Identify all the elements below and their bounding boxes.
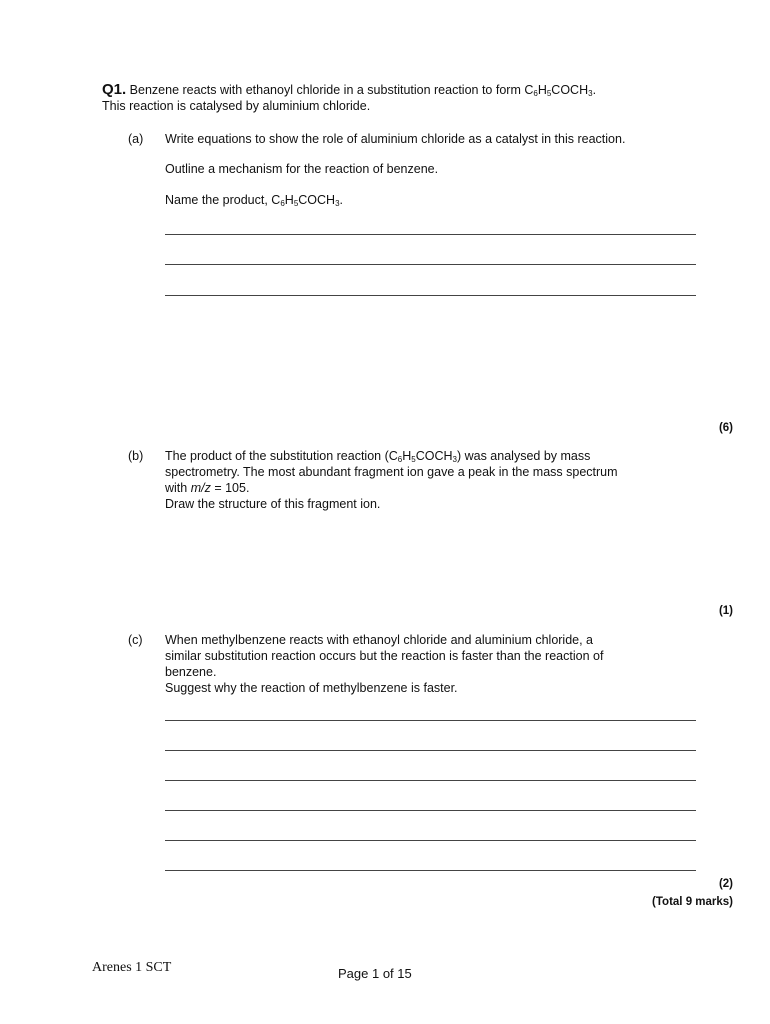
part-a-line2: Outline a mechanism for the reaction of benzene. <box>165 162 439 176</box>
answer-line[interactable] <box>165 750 696 751</box>
part-b-marks: (1) <box>718 605 733 617</box>
part-c-marks: (2) <box>718 878 733 890</box>
question-number: Q1. <box>102 81 127 98</box>
question-intro-text: Benzene reacts with ethanoyl chloride in a substitution reaction to form $C_6H_5COCH_3$. <box>129 83 597 98</box>
answer-line[interactable] <box>165 840 696 841</box>
answer-line[interactable] <box>165 234 696 235</box>
part-c-line1: When methylbenzene reacts with ethanoyl chloride and aluminium chloride, a <box>165 633 594 647</box>
answer-line[interactable] <box>165 780 696 781</box>
part-a-marks: (6) <box>718 422 733 434</box>
question-intro-line2: This reaction is catalysed by aluminium chloride. <box>102 99 371 113</box>
answer-line[interactable] <box>165 264 696 265</box>
part-a-label: (a) <box>128 132 144 146</box>
part-c-line4: Suggest why the reaction of methylbenzene is faster. <box>165 681 458 695</box>
footer-page-number: Page 1 of 15 <box>338 966 412 981</box>
footer-document-title: Arenes 1 SCT <box>92 960 172 975</box>
question-intro <box>102 82 722 98</box>
part-b-label: (b) <box>128 449 144 463</box>
answer-line[interactable] <box>165 295 696 296</box>
part-c-line3: benzene. <box>165 665 217 679</box>
part-b-line3: with m/z = 105. <box>165 481 250 495</box>
part-b-line1: The product of the substitution reaction $(C_6H_5COCH_3)$ was analysed by mass <box>165 449 591 464</box>
answer-line[interactable] <box>165 870 696 871</box>
part-b-line2: spectrometry. The most abundant fragment ion gave a peak in the mass spectrum <box>165 465 618 479</box>
part-c-label: (c) <box>128 633 143 647</box>
answer-line[interactable] <box>165 720 696 721</box>
part-c-line2: similar substitution reaction occurs but the reaction is faster than the reaction of <box>165 649 604 663</box>
part-a-line1: Write equations to show the role of aluminium chloride as a catalyst in this reaction. <box>165 132 626 146</box>
answer-line[interactable] <box>165 810 696 811</box>
total-marks: (Total 9 marks) <box>652 896 733 908</box>
part-a-line3: Name the product, $C_6H_5COCH_3$. <box>165 193 344 208</box>
part-b-line4: Draw the structure of this fragment ion. <box>165 497 381 511</box>
